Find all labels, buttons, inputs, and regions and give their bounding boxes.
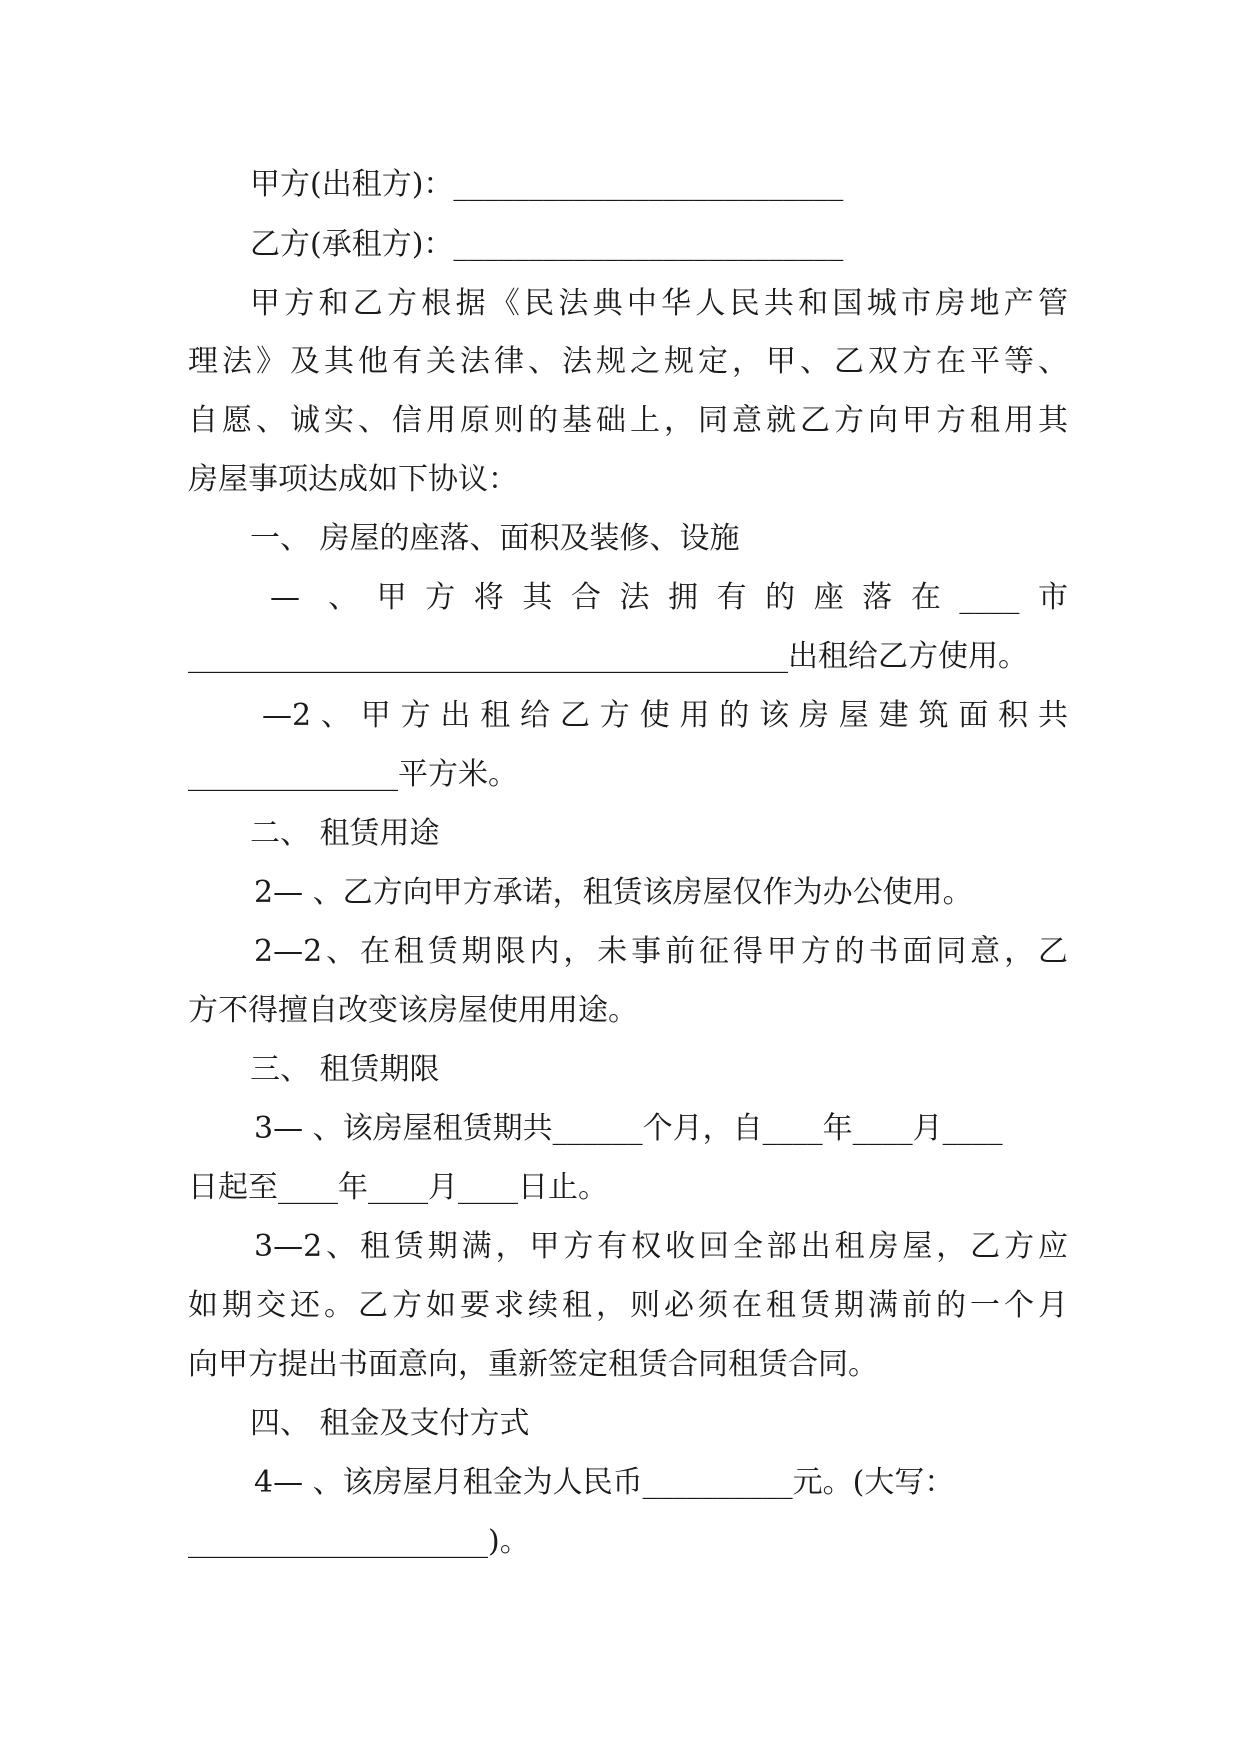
party-b-line: 乙方(承租方)：__________________________ [250,227,844,262]
clause-3-2-line-1: 3—2、租赁期满，甲方有权收回全部出租房屋，乙方应 [254,1229,1068,1264]
clause-3-2-line-3: 向甲方提出书面意向，重新签定租赁合同租赁合同。 [188,1347,878,1382]
clause-1-2-line-2: ______________平方米。 [188,757,518,792]
preamble-line-3: 自愿、诚实、信用原则的基础上，同意就乙方向甲方租用其 [188,403,1068,438]
clause-3-1-line-1: 3— 、该房屋租赁期共______个月，自____年____月____ [254,1111,1003,1146]
clause-2-2-line-1: 2—2、在租赁期限内，未事前征得甲方的书面同意，乙 [254,934,1068,969]
section-1-heading: 一、 房屋的座落、面积及装修、设施 [250,521,740,556]
clause-2-2-line-2: 方不得擅自改变该房屋使用用途。 [188,993,638,1028]
clause-4-1-line-2: ____________________)。 [188,1524,530,1559]
preamble-line-4: 房屋事项达成如下协议： [188,462,518,497]
section-3-heading: 三、 租赁期限 [250,1052,440,1087]
party-a-line: 甲方(出租方)：__________________________ [250,167,844,202]
clause-3-2-line-2: 如期交还。乙方如要求续租，则必须在租赁期满前的一个月 [188,1288,1068,1323]
preamble-line-2: 理法》及其他有关法律、法规之规定，甲、乙双方在平等、 [188,344,1068,379]
section-2-heading: 二、 租赁用途 [250,816,440,851]
clause-2-1: 2— 、乙方向甲方承诺，租赁该房屋仅作为办公使用。 [254,875,973,910]
preamble-line-1: 甲方和乙方根据《民法典中华人民共和国城市房地产管 [250,286,1068,321]
clause-1-1-line-2: ________________________________________出租给乙方使用。 [188,639,1028,674]
clause-3-1-line-2: 日起至____年____月____日止。 [188,1170,608,1205]
clause-4-1-line-1: 4— 、该房屋月租金为人民币__________元。(大写： [254,1465,955,1500]
section-4-heading: 四、 租金及支付方式 [250,1406,530,1441]
clause-1-1-line-1: — 、甲方将其合法拥有的座落在____市 [270,580,1068,615]
clause-1-2-line-1: —2、甲方出租给乙方使用的该房屋建筑面积共 [262,698,1068,733]
